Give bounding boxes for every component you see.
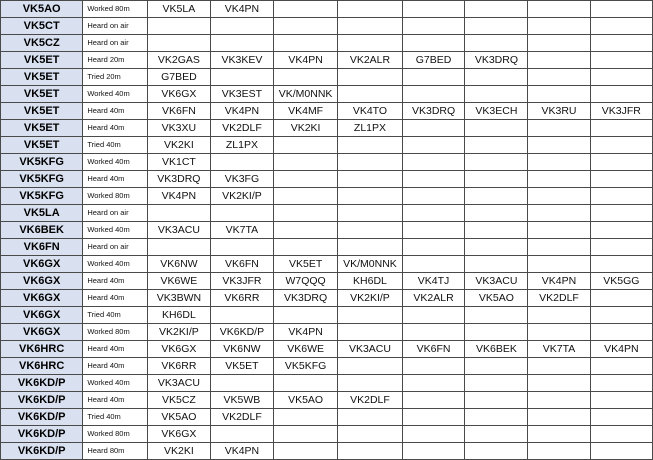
contact-cell <box>147 18 210 35</box>
contact-cell <box>210 69 273 86</box>
log-row <box>1 443 653 460</box>
contact-cell: VK3XU <box>147 120 210 137</box>
contact-cell: VK7TA <box>210 222 273 239</box>
status-cell: Heard 40m <box>83 120 148 137</box>
log-row <box>1 409 653 426</box>
contact-cell <box>465 358 528 375</box>
contact-cell <box>528 324 590 341</box>
contact-cell <box>590 324 652 341</box>
log-row <box>1 171 653 188</box>
contact-cell: VK4PN <box>528 273 590 290</box>
contact-cell <box>338 188 402 205</box>
callsign-cell: VK6GX <box>1 273 83 290</box>
contact-cell <box>273 35 337 52</box>
contact-cell <box>338 443 402 460</box>
log-row <box>1 239 653 256</box>
callsign-cell: VK5CZ <box>1 35 83 52</box>
status-cell: Heard on air <box>83 18 148 35</box>
contact-cell: VK6FN <box>147 103 210 120</box>
contact-cell <box>147 205 210 222</box>
contact-cell <box>590 205 652 222</box>
contact-cell <box>402 375 465 392</box>
contact-cell <box>465 188 528 205</box>
contact-cell: VK4TO <box>338 103 402 120</box>
contact-cell: VK5ET <box>210 358 273 375</box>
callsign-cell: VK5CT <box>1 18 83 35</box>
log-row <box>1 18 653 35</box>
status-cell: Heard 40m <box>83 290 148 307</box>
contact-cell: VK5ET <box>273 256 337 273</box>
log-row <box>1 324 653 341</box>
contact-cell <box>402 426 465 443</box>
contact-cell: VK1CT <box>147 154 210 171</box>
contact-cell: VK3JFR <box>590 103 652 120</box>
contact-cell: VK3RU <box>528 103 590 120</box>
contact-cell: VK6GX <box>147 86 210 103</box>
contact-cell: VK2ALR <box>338 52 402 69</box>
contact-cell <box>273 1 337 18</box>
contact-cell: ZL1PX <box>210 137 273 154</box>
contact-cell <box>528 137 590 154</box>
contact-cell: VK6GX <box>147 341 210 358</box>
contact-cell <box>465 120 528 137</box>
contact-cell <box>528 409 590 426</box>
contact-cell <box>402 409 465 426</box>
log-row <box>1 86 653 103</box>
contact-cell: VK3ACU <box>147 222 210 239</box>
contact-cell <box>528 120 590 137</box>
contact-cell <box>465 307 528 324</box>
contact-cell <box>273 205 337 222</box>
contact-cell <box>528 35 590 52</box>
callsign-cell: VK6KD/P <box>1 443 83 460</box>
contact-cell <box>590 171 652 188</box>
contact-cell <box>402 222 465 239</box>
callsign-cell: VK6KD/P <box>1 409 83 426</box>
contact-cell <box>338 35 402 52</box>
contact-cell <box>528 1 590 18</box>
contact-cell <box>590 1 652 18</box>
contact-cell: VK2DLF <box>210 409 273 426</box>
callsign-cell: VK5ET <box>1 120 83 137</box>
callsign-cell: VK6FN <box>1 239 83 256</box>
contact-cell <box>528 256 590 273</box>
contact-cell <box>273 239 337 256</box>
contact-cell: VK3JFR <box>210 273 273 290</box>
contact-cell <box>338 409 402 426</box>
contact-cell: ZL1PX <box>338 120 402 137</box>
contact-cell <box>402 120 465 137</box>
contact-cell <box>590 188 652 205</box>
contact-cell <box>528 69 590 86</box>
contact-cell: W7QQQ <box>273 273 337 290</box>
contact-cell <box>590 239 652 256</box>
contact-cell: VK6NW <box>147 256 210 273</box>
contact-cell <box>465 137 528 154</box>
contact-cell: VK4TJ <box>402 273 465 290</box>
status-cell: Heard 40m <box>83 103 148 120</box>
contact-cell <box>528 188 590 205</box>
contact-cell <box>402 307 465 324</box>
status-cell: Worked 80m <box>83 426 148 443</box>
contact-cell <box>273 222 337 239</box>
contact-cell <box>402 137 465 154</box>
status-cell: Heard 80m <box>83 443 148 460</box>
contact-cell <box>338 137 402 154</box>
contact-cell <box>338 154 402 171</box>
contact-cell <box>465 171 528 188</box>
contact-cell <box>528 443 590 460</box>
contact-cell <box>338 222 402 239</box>
log-row <box>1 392 653 409</box>
status-cell: Worked 40m <box>83 86 148 103</box>
log-row <box>1 69 653 86</box>
contact-cell <box>590 86 652 103</box>
contact-cell: VK3BWN <box>147 290 210 307</box>
contact-cell: VK6RR <box>210 290 273 307</box>
contact-cell: VK2ALR <box>402 290 465 307</box>
log-row <box>1 120 653 137</box>
contact-cell: VK3ACU <box>147 375 210 392</box>
status-cell: Heard 40m <box>83 341 148 358</box>
log-row <box>1 358 653 375</box>
contact-cell <box>402 358 465 375</box>
contact-cell <box>590 35 652 52</box>
contact-cell: KH6DL <box>147 307 210 324</box>
callsign-cell: VK5ET <box>1 52 83 69</box>
contact-cell <box>402 324 465 341</box>
status-cell: Tried 20m <box>83 69 148 86</box>
contact-cell <box>590 426 652 443</box>
contact-cell: VK/M0NNK <box>273 86 337 103</box>
log-row <box>1 290 653 307</box>
callsign-cell: VK6GX <box>1 307 83 324</box>
contact-cell <box>590 392 652 409</box>
contact-cell <box>465 375 528 392</box>
contact-cell: VK2KI <box>147 443 210 460</box>
contact-cell <box>465 1 528 18</box>
contact-cell: VK6FN <box>210 256 273 273</box>
log-row <box>1 273 653 290</box>
contact-cell: VK3DRQ <box>273 290 337 307</box>
contact-cell <box>402 18 465 35</box>
callsign-cell: VK6KD/P <box>1 426 83 443</box>
contact-cell: VK4PN <box>147 188 210 205</box>
status-cell: Tried 40m <box>83 307 148 324</box>
status-cell: Worked 80m <box>83 324 148 341</box>
contact-cell <box>590 443 652 460</box>
contact-cell: VK3KEV <box>210 52 273 69</box>
contact-cell <box>465 18 528 35</box>
log-row <box>1 222 653 239</box>
contact-cell <box>402 171 465 188</box>
contact-cell <box>338 324 402 341</box>
callsign-cell: VK5AO <box>1 1 83 18</box>
contact-cell <box>528 222 590 239</box>
contact-cell <box>210 18 273 35</box>
log-row <box>1 256 653 273</box>
callsign-cell: VK5ET <box>1 137 83 154</box>
log-row <box>1 341 653 358</box>
callsign-cell: VK6KD/P <box>1 375 83 392</box>
log-row <box>1 154 653 171</box>
contact-cell <box>402 69 465 86</box>
log-row <box>1 52 653 69</box>
contact-cell: VK6WE <box>273 341 337 358</box>
status-cell: Worked 40m <box>83 256 148 273</box>
contact-cell: VK7TA <box>528 341 590 358</box>
contact-cell: VK6FN <box>402 341 465 358</box>
contact-cell <box>465 205 528 222</box>
contact-cell <box>402 188 465 205</box>
contact-cell <box>590 137 652 154</box>
contact-cell: VK4PN <box>210 443 273 460</box>
contact-cell: VK5CZ <box>147 392 210 409</box>
contact-cell <box>210 205 273 222</box>
contact-cell <box>590 18 652 35</box>
log-row <box>1 375 653 392</box>
contact-cell <box>465 443 528 460</box>
contact-cell: VK4PN <box>210 103 273 120</box>
contact-cell: VK4MF <box>273 103 337 120</box>
contact-cell: VK3ACU <box>338 341 402 358</box>
contact-cell <box>465 35 528 52</box>
contact-cell <box>590 375 652 392</box>
contact-cell <box>528 392 590 409</box>
contact-cell: VK5AO <box>273 392 337 409</box>
contact-cell: VK2KI <box>273 120 337 137</box>
contact-cell: VK5KFG <box>273 358 337 375</box>
callsign-cell: VK6GX <box>1 256 83 273</box>
contact-cell <box>528 171 590 188</box>
contact-cell <box>590 358 652 375</box>
contact-cell: VK2KI/P <box>338 290 402 307</box>
contact-cell <box>273 171 337 188</box>
status-cell: Heard on air <box>83 205 148 222</box>
callsign-cell: VK5ET <box>1 69 83 86</box>
callsign-cell: VK5KFG <box>1 171 83 188</box>
callsign-cell: VK6BEK <box>1 222 83 239</box>
contact-cell: VK2DLF <box>338 392 402 409</box>
contact-cell <box>338 375 402 392</box>
contact-cell <box>402 256 465 273</box>
status-cell: Tried 40m <box>83 137 148 154</box>
contact-cell <box>147 35 210 52</box>
contact-cell <box>528 18 590 35</box>
status-cell: Heard on air <box>83 35 148 52</box>
contact-cell: VK3ACU <box>465 273 528 290</box>
contact-cell <box>210 307 273 324</box>
contact-cell: VK2KI/P <box>210 188 273 205</box>
contact-cell: VK5GG <box>590 273 652 290</box>
contact-cell: VK5AO <box>465 290 528 307</box>
contact-cell <box>273 375 337 392</box>
contact-cell <box>590 154 652 171</box>
contact-cell <box>465 409 528 426</box>
contact-cell: VK6GX <box>147 426 210 443</box>
contact-cell <box>273 69 337 86</box>
callsign-cell: VK5ET <box>1 86 83 103</box>
contact-cell <box>465 69 528 86</box>
contact-cell <box>210 154 273 171</box>
status-cell: Worked 40m <box>83 154 148 171</box>
callsign-cell: VK6KD/P <box>1 392 83 409</box>
status-cell: Heard 40m <box>83 358 148 375</box>
status-cell: Worked 40m <box>83 375 148 392</box>
log-row <box>1 426 653 443</box>
contact-cell <box>528 86 590 103</box>
contact-cell <box>273 137 337 154</box>
contact-cell <box>402 154 465 171</box>
contact-cell <box>590 290 652 307</box>
contact-cell: VK/M0NNK <box>338 256 402 273</box>
callsign-cell: VK6GX <box>1 290 83 307</box>
contact-cell <box>273 18 337 35</box>
contact-cell: VK5WB <box>210 392 273 409</box>
status-cell: Heard 20m <box>83 52 148 69</box>
log-row <box>1 1 653 18</box>
contact-cell <box>402 35 465 52</box>
contact-log-body <box>1 1 653 460</box>
contact-cell: VK2DLF <box>210 120 273 137</box>
callsign-cell: VK6HRC <box>1 341 83 358</box>
contact-cell <box>465 239 528 256</box>
contact-cell: VK2KI/P <box>147 324 210 341</box>
log-row <box>1 188 653 205</box>
contact-cell: VK4PN <box>273 324 337 341</box>
log-row <box>1 205 653 222</box>
contact-cell <box>273 307 337 324</box>
contact-cell <box>590 256 652 273</box>
contact-cell: VK4PN <box>210 1 273 18</box>
contact-cell: VK6WE <box>147 273 210 290</box>
contact-cell <box>590 307 652 324</box>
contact-cell: VK4PN <box>273 52 337 69</box>
contact-cell <box>273 409 337 426</box>
contact-cell <box>273 426 337 443</box>
status-cell: Worked 80m <box>83 1 148 18</box>
contact-cell: VK3DRQ <box>465 52 528 69</box>
contact-cell <box>528 426 590 443</box>
contact-cell: VK3DRQ <box>147 171 210 188</box>
contact-cell <box>465 392 528 409</box>
contact-cell <box>338 205 402 222</box>
contact-cell <box>402 1 465 18</box>
contact-cell: G7BED <box>147 69 210 86</box>
contact-cell <box>147 239 210 256</box>
contact-cell: KH6DL <box>338 273 402 290</box>
log-row <box>1 307 653 324</box>
contact-cell: VK6RR <box>147 358 210 375</box>
contact-cell <box>338 358 402 375</box>
contact-cell: VK3DRQ <box>402 103 465 120</box>
contact-cell: VK5AO <box>147 409 210 426</box>
log-row <box>1 35 653 52</box>
status-cell: Worked 40m <box>83 222 148 239</box>
contact-cell <box>338 239 402 256</box>
callsign-cell: VK5KFG <box>1 188 83 205</box>
contact-cell <box>528 205 590 222</box>
log-row <box>1 103 653 120</box>
contact-cell <box>338 18 402 35</box>
contact-cell <box>465 86 528 103</box>
contact-cell <box>465 324 528 341</box>
status-cell: Tried 40m <box>83 409 148 426</box>
contact-cell <box>402 205 465 222</box>
contact-cell <box>338 1 402 18</box>
contact-cell <box>465 256 528 273</box>
contact-cell: VK3EST <box>210 86 273 103</box>
contact-cell: VK5LA <box>147 1 210 18</box>
contact-cell <box>528 52 590 69</box>
contact-cell: VK6NW <box>210 341 273 358</box>
contact-cell: VK6BEK <box>465 341 528 358</box>
contact-cell <box>465 222 528 239</box>
contact-cell <box>402 86 465 103</box>
contact-cell <box>210 35 273 52</box>
callsign-cell: VK6HRC <box>1 358 83 375</box>
contact-cell: VK6KD/P <box>210 324 273 341</box>
status-cell: Heard 40m <box>83 273 148 290</box>
contact-cell <box>590 409 652 426</box>
contact-cell <box>465 426 528 443</box>
contact-cell: VK2GAS <box>147 52 210 69</box>
contact-cell <box>465 154 528 171</box>
contact-cell <box>590 120 652 137</box>
contact-cell: VK2DLF <box>528 290 590 307</box>
log-row <box>1 137 653 154</box>
status-cell: Worked 80m <box>83 188 148 205</box>
status-cell: Heard on air <box>83 239 148 256</box>
callsign-cell: VK5KFG <box>1 154 83 171</box>
contact-cell <box>590 222 652 239</box>
contact-cell <box>590 69 652 86</box>
contact-cell <box>210 375 273 392</box>
contact-cell <box>338 171 402 188</box>
contact-cell <box>210 426 273 443</box>
contact-cell <box>528 358 590 375</box>
contact-cell <box>402 392 465 409</box>
contact-cell <box>528 375 590 392</box>
callsign-cell: VK6GX <box>1 324 83 341</box>
contact-cell <box>528 307 590 324</box>
contact-cell: VK3FG <box>210 171 273 188</box>
contact-cell <box>338 307 402 324</box>
contact-cell <box>273 188 337 205</box>
contact-cell <box>528 154 590 171</box>
contact-cell <box>528 239 590 256</box>
status-cell: Heard 40m <box>83 392 148 409</box>
callsign-cell: VK5ET <box>1 103 83 120</box>
contact-cell <box>273 443 337 460</box>
contact-cell <box>590 52 652 69</box>
contact-cell: VK2KI <box>147 137 210 154</box>
contact-cell <box>210 239 273 256</box>
contact-cell <box>273 154 337 171</box>
status-cell: Heard 40m <box>83 171 148 188</box>
contact-cell: G7BED <box>402 52 465 69</box>
contact-cell <box>338 69 402 86</box>
contact-cell <box>402 239 465 256</box>
callsign-cell: VK5LA <box>1 205 83 222</box>
contact-cell <box>338 426 402 443</box>
contact-cell <box>402 443 465 460</box>
contact-cell <box>338 86 402 103</box>
contact-cell: VK3ECH <box>465 103 528 120</box>
contact-cell: VK4PN <box>590 341 652 358</box>
